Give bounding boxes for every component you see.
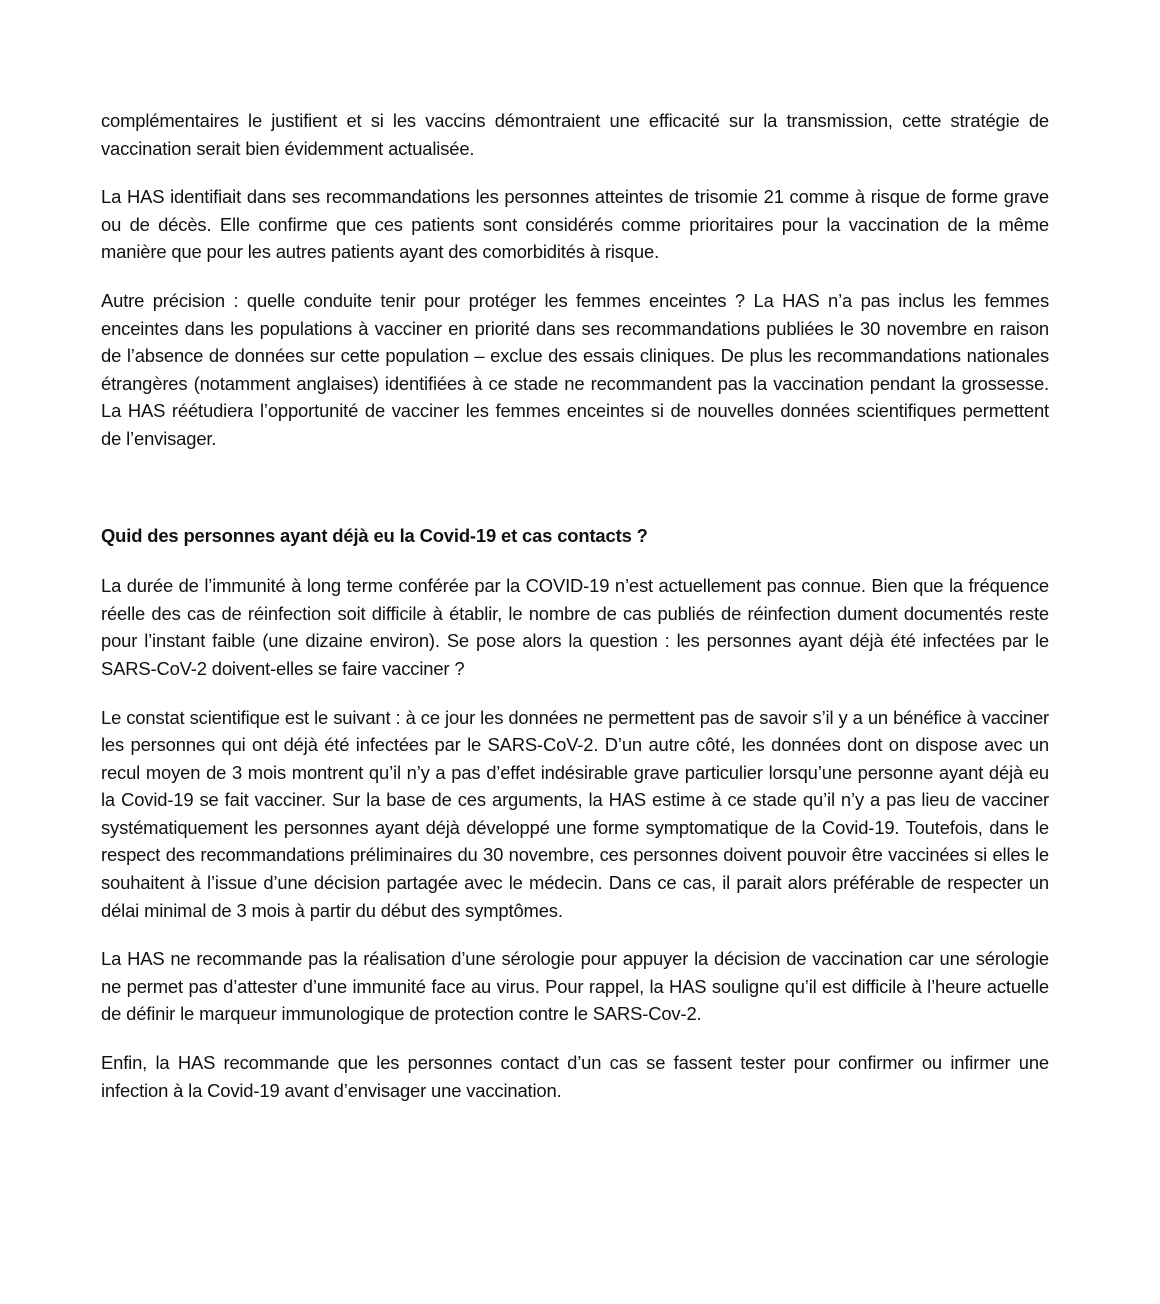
paragraph-trisomy-21: La HAS identifiait dans ses recommandations les personnes atteintes de trisomie 21 comme à risque de forme grave ou de décès. Elle confirme que ces patients sont considérés comme prioritaires pour la vaccination de la même manière que pour les autres patients ayant des comorbidités à risque. [101, 186, 1049, 263]
spacer [101, 683, 1049, 704]
document-page [101, 107, 1049, 1104]
spacer [101, 162, 1049, 183]
paragraph-contact-cases: Enfin, la HAS recommande que les personnes contact d’un cas se fassent tester pour confirmer ou infirmer une infection à la Covid-19 avant d’envisager une vaccination. [101, 1052, 1049, 1101]
spacer [101, 453, 1049, 522]
spacer [101, 266, 1049, 287]
spacer [101, 924, 1049, 945]
section-heading: Quid des personnes ayant déjà eu la Covid-19 et cas contacts ? [101, 524, 648, 546]
spacer [101, 549, 1049, 572]
spacer [101, 1028, 1049, 1049]
paragraph-strategy-update: complémentaires le justifient et si les vaccins démontraient une efficacité sur la transmission, cette stratégie de vaccination serait bien évidemment actualisée. [101, 110, 1049, 159]
paragraph-pregnant-women: Autre précision : quelle conduite tenir pour protéger les femmes enceintes ? La HAS n’a pas inclus les femmes enceintes dans les populations à vacciner en priorité dans ses recommandations publiées le 30 novembre en raison de l’absence de données sur cette population – exclue des essais cliniques. De plus les recommandations nationales étrangères (notamment anglaises) identifiées à ce stade ne recommandent pas la vaccination pendant la grossesse. La HAS réétudiera l’opportunité de vacciner les femmes enceintes si de nouvelles données scientifiques permettent de l’envisager. [101, 289, 1049, 449]
paragraph-immunity-duration: La durée de l’immunité à long terme conférée par la COVID-19 n’est actuellement pas connue. Bien que la fréquence réelle des cas de réinfection soit difficile à établir, le nombre de cas publiés de réinfection dument documentés reste pour l’instant faible (une dizaine environ). Se pose alors la question : les personnes ayant déjà été infectées par le SARS-CoV-2 doivent-elles se faire vacciner ? [101, 575, 1049, 679]
paragraph-serology: La HAS ne recommande pas la réalisation d’une sérologie pour appuyer la décision de vaccination car une sérologie ne permet pas d’attester d’une immunité face au virus. Pour rappel, la HAS souligne qu’il est difficile à l’heure actuelle de définir le marqueur immunologique de protection contre le SARS-Cov-2. [101, 948, 1049, 1025]
paragraph-scientific-finding: Le constat scientifique est le suivant : à ce jour les données ne permettent pas de savoir s’il y a un bénéfice à vacciner les personnes qui ont déjà été infectées par le SARS-CoV-2. D’un autre côté, les données dont on dispose avec un recul moyen de 3 mois montrent qu’il n’y a pas d’effet indésirable grave particulier lorsqu’une personne ayant déjà eu la Covid-19 se fait vacciner. Sur la base de ces arguments, la HAS estime à ce stade qu’il n’y a pas lieu de vacciner systématiquement les personnes ayant déjà développé une forme symptomatique de la Covid-19. Toutefois, dans le respect des recommandations préliminaires du 30 novembre, ces personnes doivent pouvoir être vaccinées si elles le souhaitent à l’issue d’une décision partagée avec le médecin. Dans ce cas, il parait alors préférable de respecter un délai minimal de 3 mois à partir du début des symptômes. [101, 706, 1049, 921]
